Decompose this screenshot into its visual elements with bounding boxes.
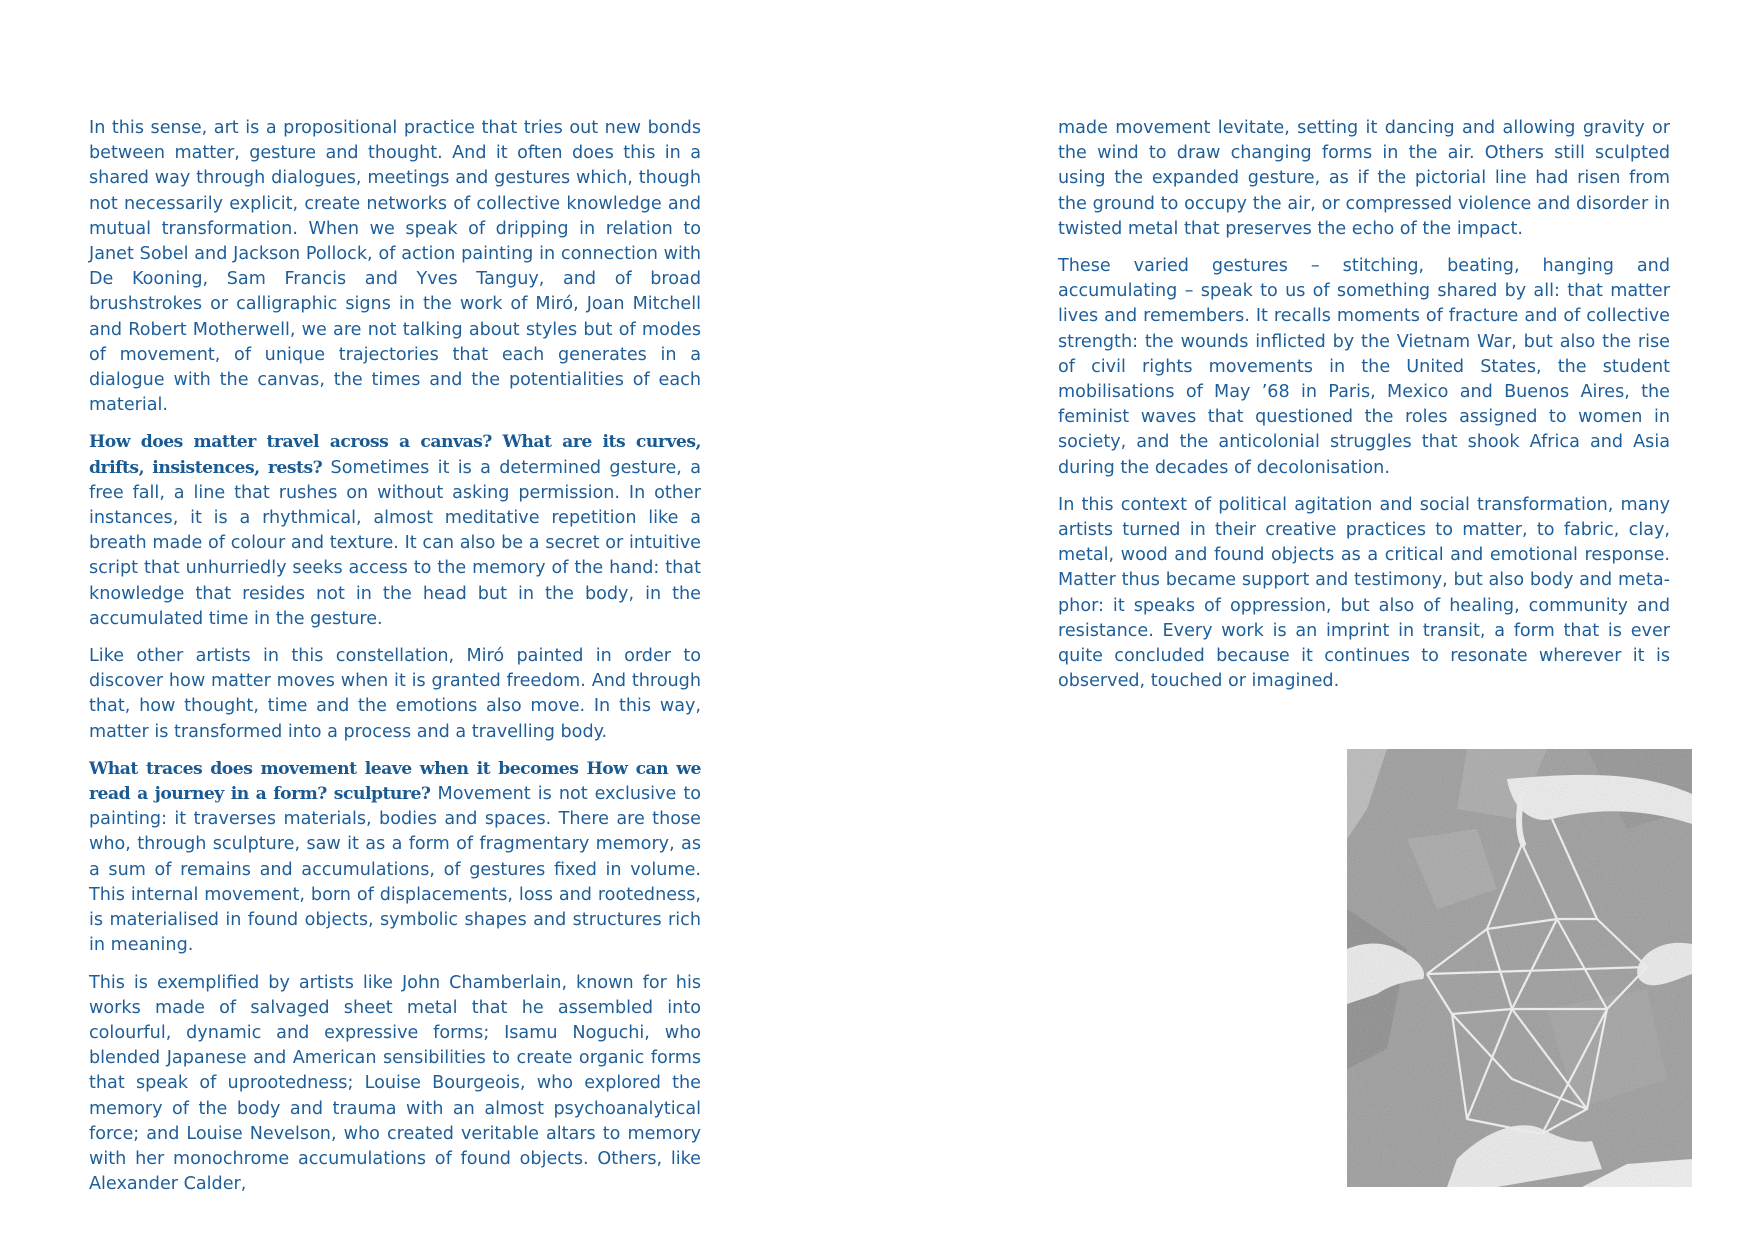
paragraph: In this sense, art is a propositional practice that tries out new bonds between matter, gesture and thought. And it often does this in a shared way through dialogues, meetings and gestures which, though not necessarily explicit, create networks of collective knowledge and mutual transformation. When we speak of dripping in relation to Janet Sobel and Jackson Pollock, of action painting in connection with De Kooning, Sam Francis and Yves Tanguy, and of broad brushstrokes or calligraphic signs in the work of Miró, Joan Mitchell and Robert Motherwell, we are not talking about styles but of modes of movement, of unique trajectories that each generates in a dialogue with the canvas, the times and the potentialities of each material. — [89, 118, 701, 416]
string-figure-photo — [1347, 749, 1692, 1187]
paragraph-body: Movement is not exclusive to painting: it traverses materials, bodies and spaces. There are those who, through sculpture, saw it as a form of fragmentary memory, as a sum of remains and accumulations, of gestures fixed in volume. This internal movement, born of displacements, loss and rootedness, is materialised in found objects, symbolic shapes and structures rich in meaning. — [89, 784, 701, 956]
left-text-column — [89, 116, 701, 1209]
string-figure-illustration — [1347, 749, 1692, 1187]
question-heading: What traces does movement leave when it becomes How can we read a journey in a form? sculpture? — [89, 758, 701, 805]
paragraph: Like other artists in this constellation, Miró painted in order to discover how matter moves when it is granted freedom. And through that, how thought, time and the emotions also move. In this way, matter is transformed into a process and a travelling body. — [89, 646, 701, 742]
question-heading: How does matter travel across a canvas? What are its curves, drifts, insistences, rests? — [89, 432, 701, 478]
paragraph: In this context of political agitation and social transformation, many artists turned in their creative practices to matter, to fabric, clay, metal, wood and found objects as a critical and emotional response. Matter thus became support and testimony, but also body and metaphor: it speaks of oppression, but also of healing, community and resistance. Every work is an imprint in transit, a form that is ever quite concluded because it continues to resonate wherever it is observed, touched or imagined. — [1058, 494, 1670, 692]
paragraph-body: Sometimes it is a determined gesture, a free fall, a line that rushes on without asking permission. In other instances, it is a rhythmical, almost meditative repetition like a breath made of colour and texture. It can also be a secret or intuitive script that unhurriedly seeks access to the memory of the hand: that knowledge that resides not in the head but in the body, in the accumulated time in the gesture. — [89, 457, 701, 629]
paragraph — [89, 430, 701, 632]
right-text-column — [1058, 116, 1670, 706]
paragraph: made movement levitate, setting it dancing and allowing gravity or the wind to draw changing forms in the air. Others still sculpted using the expanded gesture, as if the pictorial line had risen from the ground to occupy the air, or compressed violence and disorder in twisted metal that preserves the echo of the impact. — [1058, 118, 1670, 239]
paragraph: This is exemplified by artists like John Chamberlain, known for his works made of salvaged sheet metal that he assembled into colourful, dynamic and expressive forms; Isamu Noguchi, who blended Japanese and American sensibilities to create organic forms that speak of uprootedness; Louise Bourgeois, who explored the memory of the body and trauma with an almost psychoanalytical force; and Louise Nevelson, who created veritable altars to memory with her monochrome accumulations of found objects. Others, like Alexander Calder, — [89, 972, 701, 1195]
paragraph — [89, 757, 701, 959]
paragraph: These varied gestures – stitching, beating, hanging and accumulating – speak to us of something shared by all: that matter lives and remembers. It recalls moments of fracture and of collective strength: the wounds inflicted by the Vietnam War, but also the rise of civil rights movements in the United States, the student mobilisations of May ’68 in Paris, Mexico and Buenos Aires, the feminist waves that questioned the roles assigned to women in society, and the anticolonial struggles that shook Africa and Asia during the decades of decolonisation. — [1058, 256, 1670, 478]
